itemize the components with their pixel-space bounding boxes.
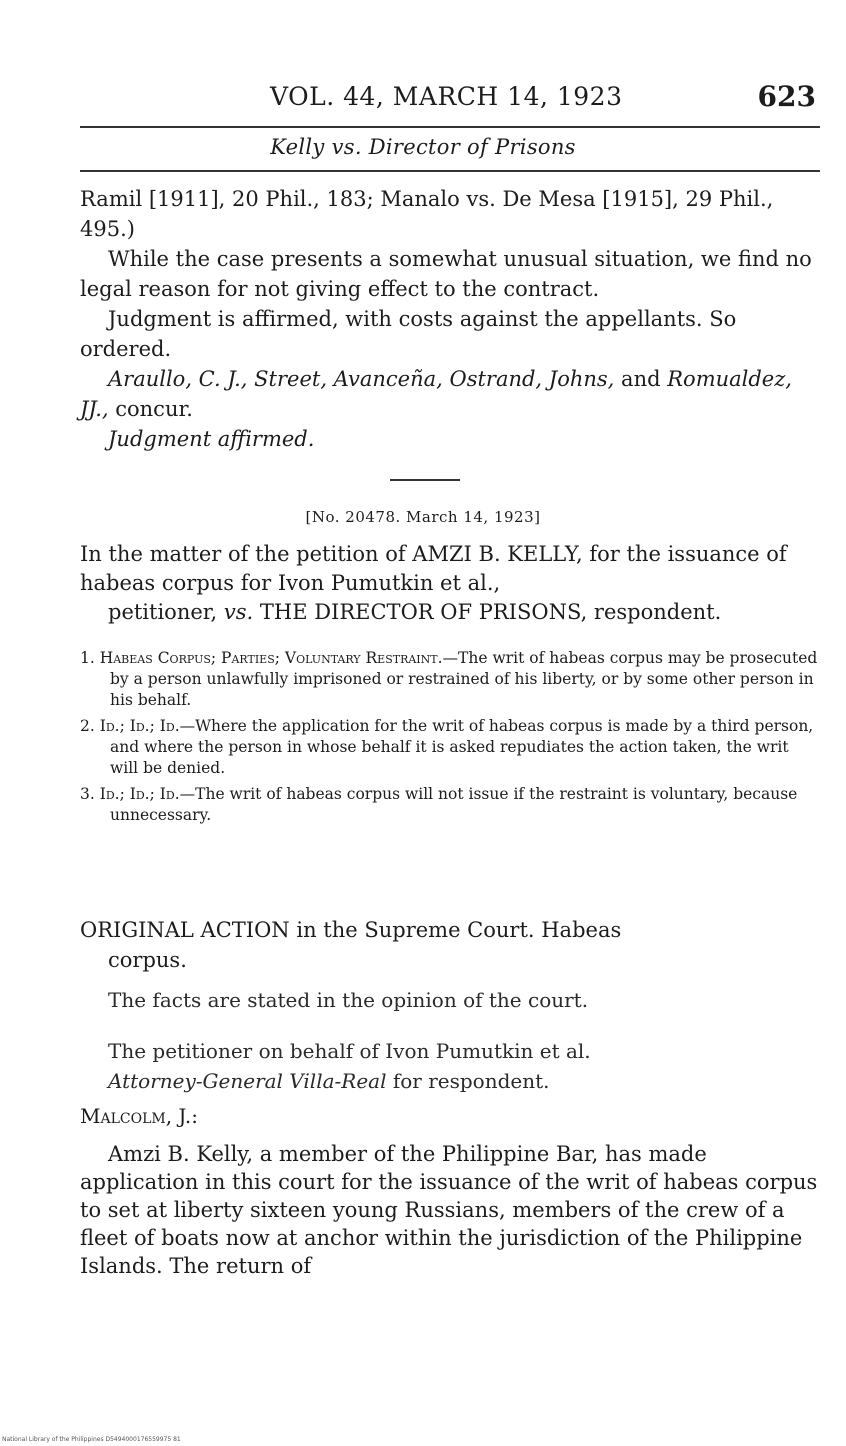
- caption-vs: vs.: [223, 600, 254, 624]
- syllabus-text: —Where the application for the writ of habeas corpus is made by a third person, and where the person in whose behalf it is asked repudiates the action taken, the writ will be denied.: [110, 717, 814, 777]
- header-rule: [80, 126, 820, 128]
- running-rule: [80, 170, 820, 172]
- syllabus-label: 3. Id.; Id.; Id.: [80, 785, 180, 803]
- counsel-respondent-name: Attorney-General Villa-Real: [108, 1069, 387, 1093]
- running-title: Kelly vs. Director of Prisons: [270, 135, 576, 159]
- caption-petitioner: petitioner,: [108, 600, 218, 624]
- syllabus-item: [80, 648, 820, 711]
- opinion-author: [80, 1104, 198, 1128]
- author-name: Malcolm, J.:: [80, 1104, 198, 1128]
- opinion-text: [80, 1140, 820, 1280]
- previous-case-text: [80, 184, 818, 454]
- caption-respondent: THE DIRECTOR OF PRISONS, respondent.: [259, 600, 722, 624]
- judgment-result-text: Judgment affirmed.: [108, 427, 315, 451]
- concurrence-end: concur.: [115, 397, 193, 421]
- counsel-respondent-role: for respondent.: [392, 1069, 550, 1093]
- volume-title: VOL. 44, MARCH 14, 1923: [270, 82, 623, 111]
- citation-tail: Ramil [1911], 20 Phil., 183; Manalo vs. De Mesa [1915], 29 Phil., 495.): [80, 187, 774, 241]
- original-action: [80, 915, 820, 975]
- action-line-2: corpus.: [108, 948, 187, 972]
- page-header: [80, 82, 820, 122]
- counsel: [108, 1036, 591, 1096]
- counsel-respondent: [108, 1066, 591, 1096]
- concurrence-and: and: [621, 367, 661, 391]
- opinion-paragraph: Amzi B. Kelly, a member of the Philippine Bar, has made application in this court for the issuance of the writ of habeas corpus to set at liberty sixteen young Russians, members of the crew of a fleet of boats now at anchor within the jurisdiction of the Philippine Islands. The return of: [80, 1142, 818, 1278]
- caption-line-1: In the matter of the petition of AMZI B. KELLY, for the issuance of habeas corpus for Ivon Pumutkin et al.,: [80, 542, 787, 595]
- concurrence: [80, 364, 818, 424]
- syllabus-label: 1. Habeas Corpus; Parties; Voluntary Restraint.: [80, 649, 443, 667]
- concurring-justices-2: Romualdez, JJ.,: [80, 367, 792, 421]
- syllabus-item: [80, 716, 820, 779]
- syllabus-text: —The writ of habeas corpus may be prosecuted by a person unlawfully imprisoned or restrained of his liberty, or by some other person in his behalf.: [110, 649, 818, 709]
- library-footer: National Library of the Philippines D5494000176559975 81: [2, 1436, 181, 1443]
- page-number: 623: [757, 80, 816, 113]
- facts-statement: The facts are stated in the opinion of the court.: [108, 988, 589, 1012]
- action-line-1: ORIGINAL ACTION in the Supreme Court. Habeas: [80, 918, 622, 942]
- caption-line-2: [80, 598, 820, 627]
- concurring-justices: Araullo, C. J., Street, Avanceña, Ostrand, Johns,: [108, 367, 615, 391]
- section-divider: [390, 479, 460, 481]
- syllabus-text: —The writ of habeas corpus will not issue if the restraint is voluntary, because unnecessary.: [110, 785, 798, 824]
- syllabus-item: [80, 784, 820, 826]
- counsel-petitioner: The petitioner on behalf of Ivon Pumutkin et al.: [108, 1039, 591, 1063]
- syllabus-label: 2. Id.; Id.; Id.: [80, 717, 180, 735]
- case-caption: [80, 540, 820, 627]
- judgment-paragraph: Judgment is affirmed, with costs against the appellants. So ordered.: [80, 307, 737, 361]
- judgment-result: [80, 424, 818, 454]
- case-heading: [No. 20478. March 14, 1923]: [305, 508, 541, 526]
- closing-paragraph: While the case presents a somewhat unusual situation, we find no legal reason for not giving effect to the contract.: [80, 247, 812, 301]
- syllabus: [80, 648, 820, 831]
